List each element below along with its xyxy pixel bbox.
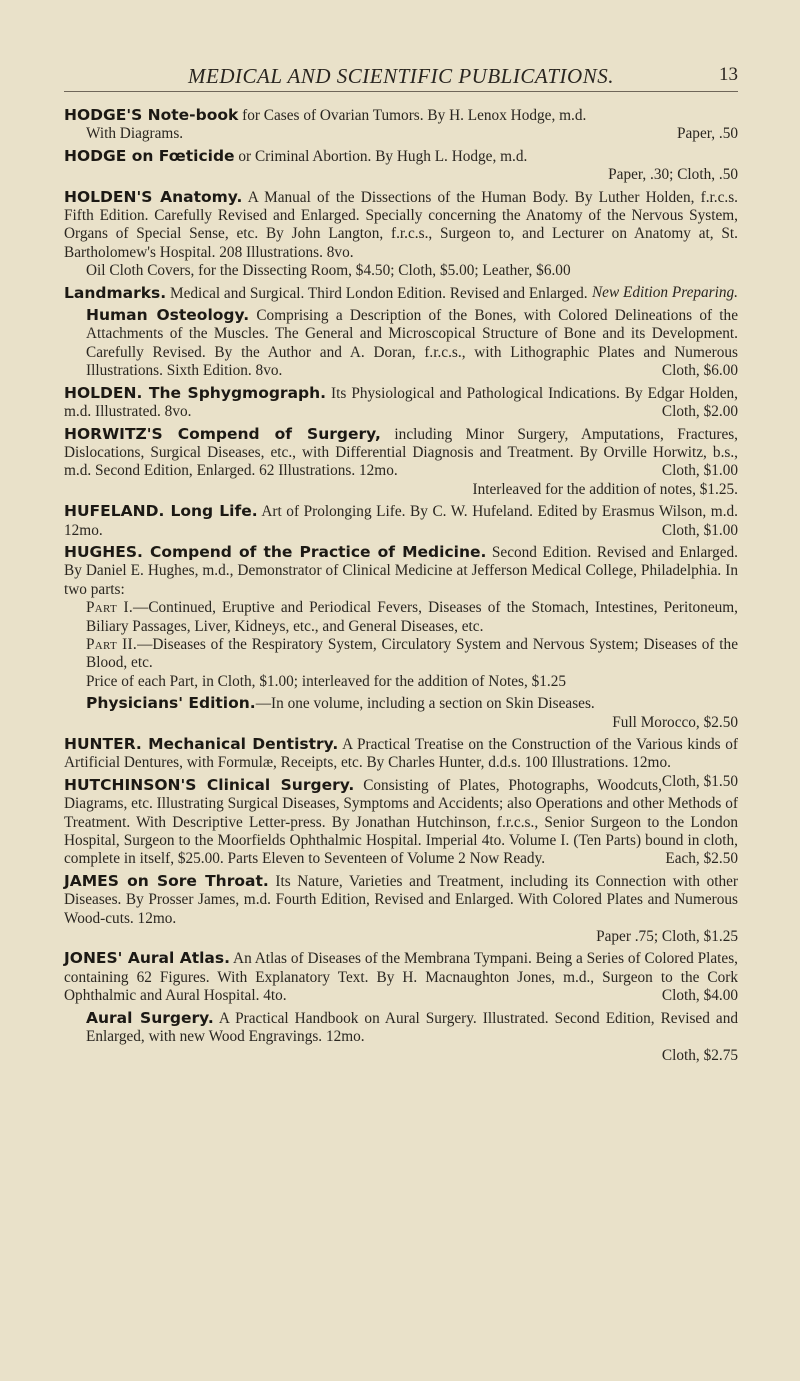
parts-price: Price of each Part, in Cloth, $1.00; interleaved for the addition of Notes, $1.25: [86, 672, 567, 690]
entry-price: Paper, .30; Cloth, .50: [608, 166, 738, 184]
header-rule: [64, 91, 738, 92]
entry-price: Cloth, $2.75: [661, 1046, 738, 1064]
entry-heading: JONES' Aural Atlas.: [64, 949, 230, 968]
entry-text: Consisting of Plates, Photographs, Woodcuts, Diagrams, etc. Illustrating Surgical Diseases, Symptoms and Accidents; also Operations and other Methods of Treatment. With Descriptive Letter-press. By Jonathan Hutchinson, f.r.c.s., Senior Surgeon to the London Hospital, Surgeon to the Moorfields Ophthalmic Hospital. Imperial 4to. Volume I. (Ten Parts) bound in cloth, complete in itself, $25.00. Parts Eleven to Seventeen of Volume 2 Now Ready.: [64, 776, 738, 868]
entry-heading: Human Osteology.: [86, 306, 250, 325]
entry-heading: HOLDEN'S Anatomy.: [64, 187, 243, 206]
entry-extra-price: Interleaved for the addition of notes, $1.25.: [472, 480, 738, 498]
entry-price: Cloth, $1.00: [661, 462, 738, 480]
entry-aural-surgery: [86, 1009, 738, 1065]
part-text: —Continued, Eruptive and Periodical Fevers, Diseases of the Stomach, Intestines, Peritoneum, Biliary Passages, Liver, Kidneys, etc., and General Diseases, etc.: [86, 599, 738, 635]
entry-heading: HUTCHINSON'S Clinical Surgery.: [64, 775, 355, 794]
entry-text: Its Nature, Varieties and Treatment, including its Connection with other Diseases. By Prosser James, m.d. Fourth Edition, Revised and Enlarged. With Colored Plates and Numerous Wood-cuts. 12mo.: [64, 872, 738, 927]
entry-text: A Practical Treatise on the Construction of the Various kinds of Artificial Dentures, with Formulæ, Receipts, etc. By Charles Hunter, d.d.s. 100 Illustrations. 12mo.: [64, 736, 738, 772]
entry-text: An Atlas of Diseases of the Membrana Tympani. Being a Series of Colored Plates, containing 62 Figures. With Explanatory Text. By H. Macnaughton Jones, m.d., Surgeon to the Cork Ophthalmic and Aural Hospital. 4to.: [64, 950, 738, 1005]
entry-text: A Practical Handbook on Aural Surgery. Illustrated. Second Edition, Revised and Enlarged, with new Wood Engravings. 12mo.: [86, 1009, 738, 1046]
entry-price: Paper .75; Cloth, $1.25: [596, 928, 738, 946]
entry-text: —In one volume, including a section on Skin Diseases.: [255, 695, 595, 713]
entry-heading: HUGHES. Compend of the Practice of Medicine.: [64, 542, 487, 561]
entry-price: Full Morocco, $2.50: [612, 713, 738, 731]
entry-price: Cloth, $4.00: [661, 987, 738, 1005]
entry-heading: HUNTER. Mechanical Dentistry.: [64, 735, 339, 753]
entry-price: Paper, .50: [677, 125, 738, 143]
entry-text: or Criminal Abortion. By Hugh L. Hodge, m.d.: [238, 147, 528, 165]
entry-price: New Edition Preparing.: [591, 283, 738, 301]
entry-heading: HODGE on Fœticide: [64, 146, 235, 165]
entry-price: Cloth, $1.50: [661, 772, 738, 790]
entry-heading: JAMES on Sore Throat.: [64, 871, 269, 890]
entry-horwitz-compend: [64, 425, 738, 500]
entry-hughes-compend: [64, 543, 738, 691]
entry-hodge-foeticide: [64, 147, 738, 185]
entry-landmarks: [64, 284, 738, 303]
entry-text-line2: With Diagrams.: [86, 125, 184, 143]
entry-price: Cloth, $6.00: [661, 362, 738, 380]
entry-hufeland-long-life: [64, 502, 738, 540]
entry-human-osteology: [86, 306, 738, 381]
entry-text: Art of Prolonging Life. By C. W. Hufeland. Edited by Erasmus Wilson, m.d. 12mo.: [64, 503, 738, 539]
page-number: 13: [719, 64, 738, 85]
page: [0, 64, 800, 1381]
entry-james-sore-throat: [64, 872, 738, 947]
entry-text: including Minor Surgery, Amputations, Fractures, Dislocations, Surgical Diseases, etc., with Differential Diagnosis and Treatment. By Orville Horwitz, b.s., m.d. Second Edition, Enlarged. 62 Illustrations. 12mo.: [64, 425, 739, 480]
entry-price: Oil Cloth Covers, for the Dissecting Room, $4.50; Cloth, $5.00; Leather, $6.00: [86, 262, 571, 280]
entry-heading: Aural Surgery.: [86, 1008, 214, 1027]
entry-jones-aural-atlas: [64, 949, 738, 1005]
running-title: MEDICAL AND SCIENTIFIC PUBLICATIONS.: [188, 64, 614, 88]
part-text: —Diseases of the Respiratory System, Circulatory System and Nervous System; Diseases of the Blood, etc.: [86, 635, 738, 672]
entry-text: Its Physiological and Pathological Indications. By Edgar Holden, m.d. Illustrated. 8vo.: [64, 384, 739, 421]
entry-price: Each, $2.50: [665, 850, 738, 868]
entry-heading: Landmarks.: [64, 283, 167, 302]
entry-holden-anatomy: [64, 188, 738, 281]
running-head: [64, 64, 738, 94]
entry-hodge-note-book: [64, 106, 738, 144]
entry-text: for Cases of Ovarian Tumors. By H. Lenox Hodge, m.d.: [242, 107, 587, 124]
entry-heading: HOLDEN. The Sphygmograph.: [64, 383, 327, 402]
entry-price: Cloth, $1.00: [661, 521, 738, 539]
entry-physicians-edition: [86, 694, 738, 732]
entry-heading: HODGE'S Note-book: [64, 106, 239, 124]
entry-text: Comprising a Description of the Bones, with Colored Delineations of the Attachments of the Muscles. The General and Microscopical Structure of Bone and its Development. Carefully Revised. By the Author and A. Doran, f.r.c.s., with Lithographic Plates and Numerous Illustrations. Sixth Edition. 8vo.: [86, 307, 738, 380]
entry-price: Cloth, $2.00: [661, 403, 738, 421]
entry-hutchinson-clinical-surgery: [64, 776, 738, 869]
entry-text: Second Edition. Revised and Enlarged. By Daniel E. Hughes, m.d., Demonstrator of Clinical Medicine at Jefferson Medical College, Philadelphia. In two parts:: [64, 543, 738, 598]
entry-heading: HORWITZ'S Compend of Surgery,: [64, 424, 381, 443]
entry-text: Medical and Surgical. Third London Edition. Revised and Enlarged.: [169, 284, 588, 302]
catalog-listing: [64, 106, 738, 1065]
part-label: Part II.: [86, 635, 138, 653]
entry-heading: Physicians' Edition.: [86, 694, 256, 713]
part-label: Part I.: [86, 599, 134, 617]
entry-text: A Manual of the Dissections of the Human Body. By Luther Holden, f.r.c.s. Fifth Edition. Carefully Revised and Enlarged. Specially concerning the Anatomy of the Nervous System, Organs of Special Sense, etc. By John Langton, f.r.c.s., Surgeon to, and Lecturer on Anatomy at, St. Bartholomew's Hospital. 208 Illustrations. 8vo.: [64, 188, 738, 261]
entry-heading: HUFELAND. Long Life.: [64, 502, 258, 521]
entry-holden-sphygmograph: [64, 384, 738, 422]
